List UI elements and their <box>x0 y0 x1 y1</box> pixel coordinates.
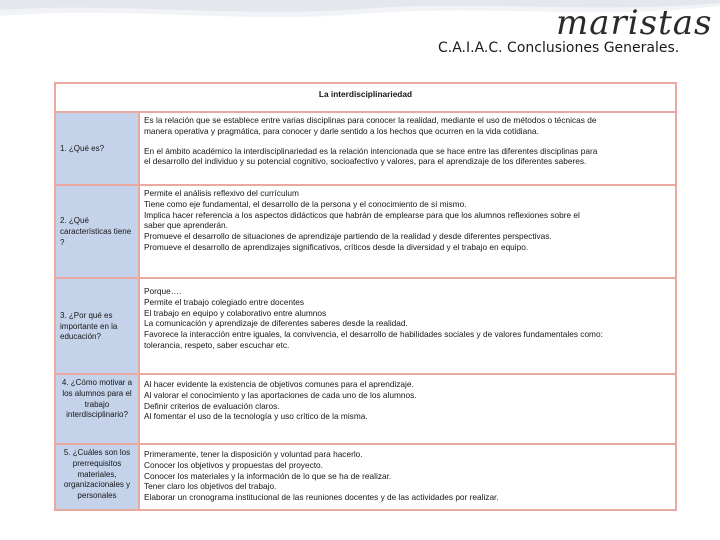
answer-line: En el ámbito académico la interdisciplinariedad es la relación intencionada que se hace entre las diferentes disciplinas para <box>144 145 598 156</box>
table-row <box>55 278 676 374</box>
table-row <box>55 185 676 278</box>
answer-line: tolerancia, respeto, saber escuchar etc. <box>144 339 290 350</box>
question-text: 3. ¿Por qué es importante en la educación? <box>60 310 118 342</box>
interdisciplinarity-table <box>54 82 677 511</box>
table-row <box>55 112 676 185</box>
answer-line: Conocer los objetivos y propuestas del proyecto. <box>144 459 323 470</box>
answer-cell <box>139 374 676 444</box>
question-cell <box>55 374 139 444</box>
answer-line: Permite el análisis reflexivo del currículum <box>144 188 299 198</box>
answer-line: El trabajo en equipo y colaborativo entre alumnos <box>144 307 327 318</box>
answer-line: Implica hacer referencia a los aspectos didácticos que habrán de emplearse para que los alumnos reflexiones sobre el <box>144 209 580 220</box>
question-text: 2. ¿Qué características tiene ? <box>60 216 132 247</box>
question-cell <box>55 444 139 510</box>
answer-line: Elaborar un cronograma institucional de las reuniones docentes y de las actividades por realizar. <box>144 492 499 503</box>
answer-line: Es la relación que se establece entre varias disciplinas para conocer la realidad, mediante el uso de métodos o técnicas de <box>144 115 597 125</box>
table-header-row <box>55 83 676 112</box>
table-heading: La interdisciplinariedad <box>55 83 676 112</box>
answer-line: Porque…. <box>144 286 182 296</box>
answer-line: Al hacer evidente la existencia de objetivos comunes para el aprendizaje. <box>144 379 414 389</box>
answer-line: manera operativa y pragmática, para conocer y darle sentido a los hechos que ocurren en la vida cotidiana. <box>144 125 539 136</box>
answer-cell <box>139 112 676 185</box>
maristas-logo: maristas <box>556 3 713 43</box>
answer-line: Al fomentar el uso de la tecnología y uso crítico de la misma. <box>144 411 368 422</box>
table-row <box>55 374 676 444</box>
answer-line: saber que aprenderán. <box>144 220 228 231</box>
question-cell <box>55 185 139 278</box>
table-row <box>55 444 676 510</box>
question-text: 1. ¿Qué es? <box>60 144 105 154</box>
answer-line: Tener claro los objetivos del trabajo. <box>144 481 277 492</box>
answer-line: Permite el trabajo colegiado entre docentes <box>144 296 305 307</box>
answer-cell <box>139 185 676 278</box>
answer-line: Conocer los materiales y la información de lo que se ha de realizar. <box>144 470 392 481</box>
question-cell <box>55 112 139 185</box>
page-title: C.A.I.A.C. Conclusiones Generales. <box>438 40 680 56</box>
answer-cell <box>139 444 676 510</box>
answer-line: el desarrollo del individuo y su potencial cognitivo, socioafectivo y valores, para el aprendizaje de los diferentes saberes. <box>144 156 587 167</box>
answer-line: Primeramente, tener la disposición y voluntad para hacerlo. <box>144 449 363 459</box>
question-text: 4. ¿Cómo motivar a los alumnos para el trabajo interdisciplinario? <box>61 378 133 420</box>
answer-cell <box>139 278 676 374</box>
answer-line: Promueve el desarrollo de situaciones de aprendizaje partiendo de la realidad y desde diferentes perspectivas. <box>144 231 552 242</box>
answer-line: Promueve el desarrollo de aprendizajes significativos, críticos desde la diversidad y el trabajo en equipo. <box>144 241 529 252</box>
answer-line: La comunicación y aprendizaje de diferentes saberes desde la realidad. <box>144 318 408 329</box>
question-cell <box>55 278 139 374</box>
answer-line: Tiene como eje fundamental, el desarrollo de la persona y el conocimiento de sí mismo. <box>144 198 467 209</box>
answer-line: Definir criterios de evaluación claros. <box>144 400 280 411</box>
answer-line: Al valorar el conocimiento y las aportaciones de cada uno de los alumnos. <box>144 389 417 400</box>
answer-line: Favorece la interacción entre iguales, la convivencia, el desarrollo de habilidades sociales y de valores fundamentales como: <box>144 329 603 340</box>
question-text: 5. ¿Cuáles son los prerrequisitos materiales, organizacionales y personales <box>63 448 131 501</box>
